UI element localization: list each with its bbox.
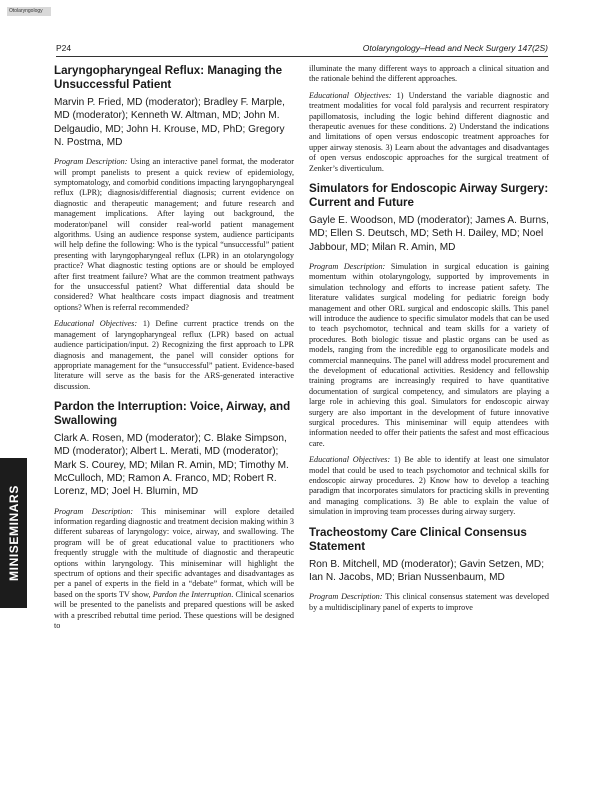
left-column <box>54 64 294 637</box>
journal-title: Otolaryngology–Head and Neck Surgery 147(2S) <box>362 43 548 53</box>
description-text: Simulation in surgical education is gaining momentum within otolaryngology, supported by improvements in simulation technology and efforts to increase patient safety. The literature validates surgical modeling for pediatric foreign body management and other ORL surgical and endoscopic skills. This panel will introduce the audience to specific simulator models that can be used to teach psychomotor, technical and team skills for a variety of procedures. Both biologic tissue and plastic organs can be used as models, ranging from the incredible egg to organosilicate models and commercial mannequins. The panel will address model procurement and the development of educational activities. Residency and fellowship training programs are increasingly required to have quantitative documentation of surgical competency, and simulators are playing a large role in achieving this goal. Simulators for endoscopic airway surgery are also important in the development of future innovative surgical procedures. This miniseminar will equip attendees with information needed to offer their patients the safest and most efficacious care. <box>309 261 549 448</box>
program-description <box>309 592 549 613</box>
description-text: This clinical consensus statement was developed by a multidisciplinary panel of experts to improve <box>309 592 549 612</box>
article-lpr <box>54 64 294 392</box>
program-description <box>54 507 294 632</box>
article-authors: Marvin P. Fried, MD (moderator); Bradley F. Marple, MD (moderator); Kenneth W. Altman, MD; John M. Delgaudio, MD; John H. Krouse, MD, PhD; Gregory N. Postma, MD <box>54 97 285 148</box>
article-pardon-interruption <box>54 400 294 631</box>
article-authors: Gayle E. Woodson, MD (moderator); James A. Burns, MD; Ellen S. Deutsch, MD; Seth H. Dailey, MD; Noel Jabbour, MD; Milan R. Amin, MD <box>309 215 549 253</box>
header-rule <box>56 56 548 57</box>
objectives-label: Educational Objectives: <box>309 455 391 465</box>
objectives-label: Educational Objectives: <box>309 90 392 100</box>
description-label: Program Description: <box>54 506 134 516</box>
objectives-text: 1) Understand the variable diagnostic and treatment modalities for vocal fold paralysis and recurrent respiratory papillomatosis, including the logic behind different diagnostic and therapeutic avenues for these conditions. 2) Understand the indications and limitations of open versus endoscopic treatment approaches for upper airway stenosis. 3) Learn about the advantages and disadvantages of open versus endoscopic approaches for the surgical treatment of Zenker’s diverticulum. <box>309 90 549 173</box>
program-description <box>309 262 549 449</box>
objectives-text: 1) Define current practice trends on the management of laryngopharyngeal reflux (LPR) based on actual audience participation/input. 2) Recognizing the first approach to LPR diagnosis and management, the panel will consider options for appropriate management for the “unsuccessful” patient. Evidence-based literature will serve as the basis for the ARS-generated interactive discussion. <box>54 319 294 391</box>
description-tail: . Clinical scenarios will be presented to the panelists and prepared questions will be asked with a prescribed rebuttal time period. These questions will be designed to <box>54 589 294 631</box>
publisher-logo: Otolaryngology <box>7 7 51 16</box>
article-simulators <box>309 182 549 518</box>
article-title: Simulators for Endoscopic Airway Surgery: Current and Future <box>309 182 549 210</box>
educational-objectives <box>54 319 294 392</box>
description-text: This miniseminar will explore detailed information regarding diagnostic and treatment decision making within 3 different subareas of laryngology: voice, airway, and swallowing. The program will be of great educational value to practitioners who frequently struggle with the multitude of diagnostic and therapeutic options within laryngology. This miniseminar will highlight the spectrum of options and their specific advantages and disadvantages as per a panel of experts in the field in a “debate” format, which will be based on the sports TV show, <box>54 506 294 599</box>
article-authors: Ron B. Mitchell, MD (moderator); Gavin Setzen, MD; Ian N. Jacobs, MD; Brian Nussenbaum, MD <box>309 558 545 583</box>
educational-objectives <box>309 91 549 174</box>
educational-objectives <box>309 455 549 517</box>
description-label: Program Description: <box>309 592 383 602</box>
program-description <box>54 157 294 313</box>
section-side-tab <box>0 458 27 608</box>
right-column <box>309 64 549 619</box>
show-title: Pardon the Interruption <box>152 589 232 599</box>
objectives-label: Educational Objectives: <box>54 319 138 329</box>
side-tab-label: MINISEMINARS <box>6 485 21 581</box>
description-label: Program Description: <box>54 157 128 167</box>
description-label: Program Description: <box>309 261 386 271</box>
article-title: Laryngopharyngeal Reflux: Managing the Unsuccessful Patient <box>54 64 283 91</box>
objectives-text: 1) Be able to identify at least one simulator model that could be used to teach psychomotor and technical skills for endoscopic airway procedures. 2) Know how to develop a teaching paradigm that incorporates simulators for practicing skills in preventing and managing complications. 3) Be able to explain the value of simulation in improving team processes during airway surgery. <box>309 455 549 517</box>
article-title: Pardon the Interruption: Voice, Airway, and Swallowing <box>54 400 291 428</box>
article-title: Tracheostomy Care Clinical Consensus Statement <box>309 525 527 553</box>
article-authors: Clark A. Rosen, MD (moderator); C. Blake Simpson, MD (moderator); Albert L. Merati, MD (moderator); Mark S. Courey, MD; Milan R. Amin, MD; Timothy M. McCulloch, MD; Ramon A. Franco, MD; Robert R. Lorenz, MD; Joel H. Blumin, MD <box>54 433 289 498</box>
page-label: P24 <box>56 43 72 53</box>
article-tracheostomy <box>309 526 549 613</box>
description-text: Using an interactive panel format, the moderator will prompt panelists to present a quick review of epidemiology, symptomatology, and comorbid conditions impacting laryngopharyngeal reflux (LPR); diagnosis/differential diagnosis; current evidence on diagnostic and therapeutic management; and future research and management implications. After laying out background, the moderator/panel will consider real-world patient management algorithms. Using an audience response system, audience participants will help define the following: Who is the typical “unsuccessful” patient presenting with laryngopharyngeal reflux (LPR) in an otolaryngology practice? What diagnostic testing options are or should be employed after first treatment failure? What are the common treatment pathways for the unsuccessful patient? What differential data should be considered? What healthcare costs impact diagnosis and treatment options? When is referral recommended? <box>54 157 294 312</box>
continued-text: illuminate the many different ways to approach a clinical situation and the rationale behind the different approaches. <box>309 64 549 84</box>
